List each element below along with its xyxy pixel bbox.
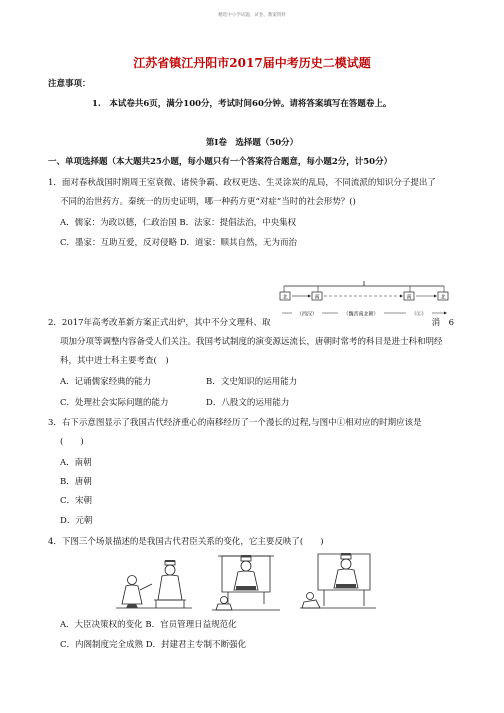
svg-text:北: 北	[282, 294, 288, 301]
figure-label-weijin: （魏晋南北朝）	[343, 311, 379, 318]
q3-option-d: D．元朝	[60, 516, 93, 526]
q4-options-cd: C．内阁制度完全成熟 D．封建君主专制不断强化	[60, 640, 247, 650]
q2-option-b: B．文史知识的运用能力	[206, 377, 298, 387]
scene-one-illustration	[112, 556, 196, 612]
q3-option-a: A．南朝	[60, 458, 92, 468]
q3-stem-line2: ( )	[60, 437, 84, 447]
q3-option-b: B．唐朝	[60, 477, 92, 487]
notice-heading: 注意事项：	[48, 79, 91, 89]
part-title: 第Ⅰ卷 选择题（50分）	[205, 138, 299, 148]
q2-stem-line3: 科，其中进士科主要考查( )	[60, 356, 169, 366]
q2-option-c: C．处理社会实际问题的能力	[60, 398, 169, 408]
q2-option-d: D．八股文的运用能力	[206, 398, 290, 408]
document-title: 江苏省镇江丹阳市2017届中考历史二模试题	[133, 56, 371, 70]
section-title: 一、单项选择题（本大题共25小题，每小题只有一个答案符合题意，每小题2分，计50分）	[48, 157, 393, 167]
q2-stem-line1-tail: 消 6	[431, 318, 454, 328]
q4-stem: 4．下图三个场景描述的是我国古代君臣关系的变化，它主要反映了( )	[48, 537, 324, 547]
q4-options-ab: A．大臣决策权的变化 B．官员管理日益规范化	[60, 620, 237, 630]
q1-stem-line1: 1．面对春秋战国时期周王室衰微、诸侯争霸、政权更迭、生灵涂炭的乱局，不同流派的知识分子提出了	[48, 178, 436, 188]
q1-options-ab: A．儒家：为政以德，仁政治国 B．法家：提倡法治，中央集权	[60, 218, 297, 228]
q1-stem-line2: 不同的治世药方。秦统一的历史证明，哪一种药方更“对症”当时的社会形势？()	[60, 197, 356, 207]
q3-option-c: C．宋朝	[60, 496, 93, 506]
q2-stem-line2: 项加分项等调整内容备受人们关注。我国考试制度的演变源远流长，唐朝时常考的科目是进士科和明经	[60, 337, 443, 347]
notice-item: 1. 本试卷共6页，满分100分，考试时间60分钟。请将答案填写在答题卷上。	[92, 99, 392, 109]
q2-option-a: A．记诵儒家经典的能力	[60, 377, 152, 387]
svg-text:南: 南	[314, 294, 320, 301]
q2-stem-line1: 2．2017年高考改革新方案正式出炉，其中不分文理科、取	[48, 318, 271, 328]
page-header-tagline: 精选中小学试题、试卷、教案资料	[218, 13, 286, 18]
figure-label-xihan: （西汉）	[296, 311, 318, 318]
figure-label-circle-one: （①）	[411, 311, 427, 318]
scene-three-illustration	[298, 550, 378, 612]
economic-center-shift-diagram	[278, 278, 450, 322]
q1-options-cd: C．墨家：互助互爱，反对侵略 D．道家：顺其自然，无为而治	[60, 238, 298, 248]
svg-text:北: 北	[440, 294, 446, 301]
svg-text:南: 南	[406, 294, 412, 301]
q3-stem-line1: 3．右下示意图显示了我国古代经济重心的南移经历了一个漫长的过程,与图中①相对应的时期应该是	[48, 418, 422, 428]
scene-two-illustration	[210, 550, 282, 612]
